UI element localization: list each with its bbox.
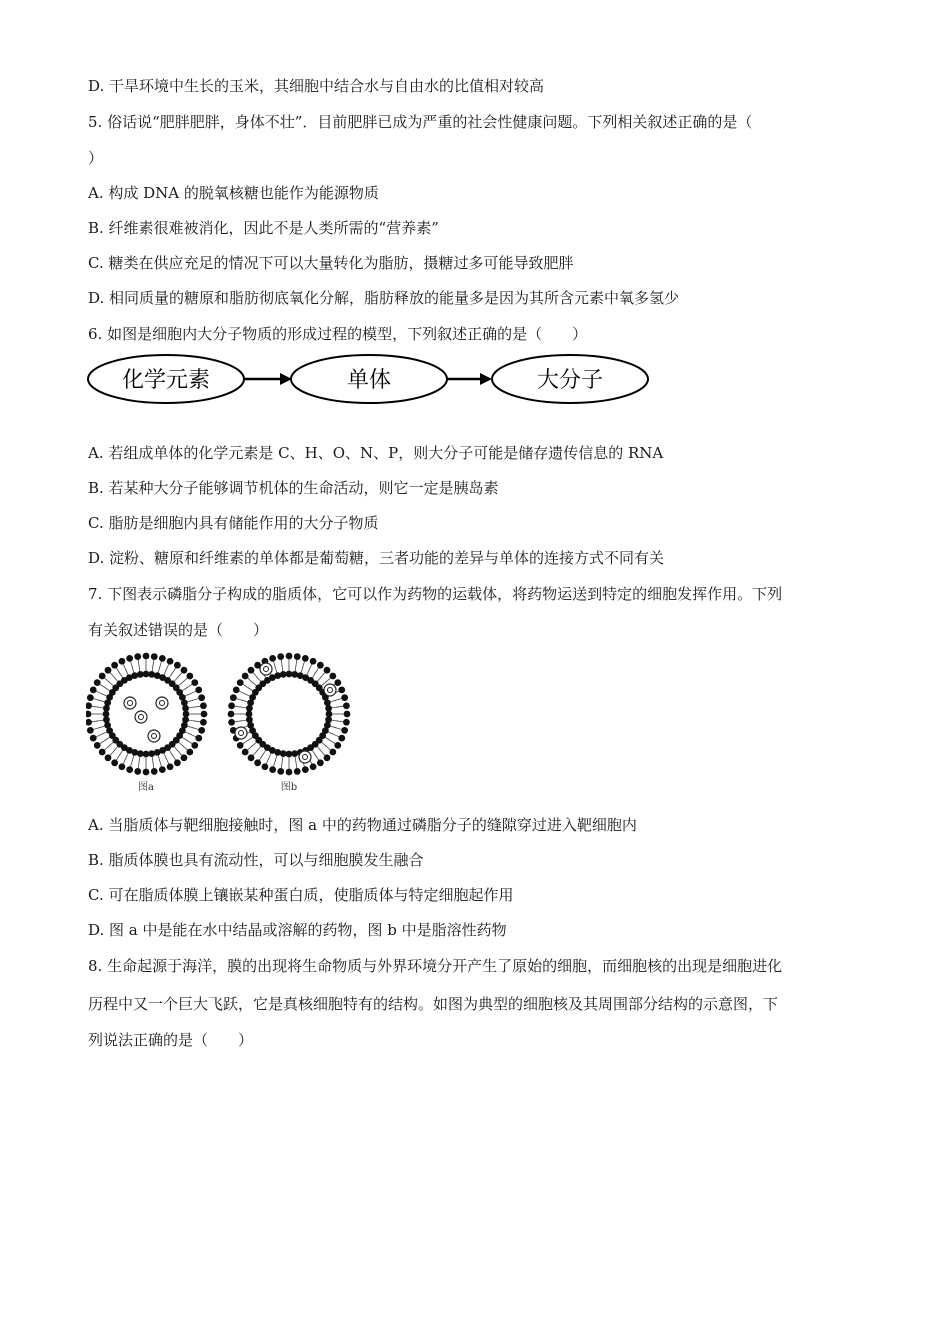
q5-option-d: D. 相同质量的糖原和脂肪彻底氧化分解，脂肪释放的能量多是因为其所含元素中氧多氢少 bbox=[88, 289, 680, 307]
liposome-figure bbox=[86, 650, 356, 796]
flow-node-monomer: 单体 bbox=[346, 368, 392, 393]
q7-option-c: C. 可在脂质体膜上镶嵌某种蛋白质，使脂质体与特定细胞起作用 bbox=[88, 886, 514, 904]
liposome-b bbox=[228, 653, 351, 776]
q4-option-d: D. 干旱环境中生长的玉米，其细胞中结合水与自由水的比值相对较高 bbox=[88, 77, 545, 95]
q7-option-a: A. 当脂质体与靶细胞接触时，图 a 中的药物通过磷脂分子的缝隙穿过进入靶细胞内 bbox=[88, 816, 637, 834]
q6-option-b: B. 若某种大分子能够调节机体的生命活动，则它一定是胰岛素 bbox=[88, 479, 499, 497]
q8-stem-end: 列说法正确的是（ ） bbox=[88, 1031, 254, 1049]
q6-option-d: D. 淀粉、糖原和纤维素的单体都是葡萄糖，三者功能的差异与单体的连接方式不同有关 bbox=[88, 549, 665, 567]
flow-node-macromolecule: 大分子 bbox=[536, 368, 604, 393]
drug-molecules-a bbox=[124, 697, 168, 742]
q5-option-a: A. 构成 DNA 的脱氧核糖也能作为能源物质 bbox=[88, 184, 379, 202]
q6-option-a: A. 若组成单体的化学元素是 C、H、O、N、P，则大分子可能是储存遗传信息的 RNA bbox=[88, 444, 664, 462]
q7-stem: 7. 下图表示磷脂分子构成的脂质体，它可以作为药物的运载体，将药物运送到特定的细胞发挥作用。下列 bbox=[88, 585, 783, 603]
q6-stem: 6. 如图是细胞内大分子物质的形成过程的模型，下列叙述正确的是（ ） bbox=[88, 325, 588, 343]
figure-b-label: 图b bbox=[280, 782, 298, 793]
q8-stem: 8. 生命起源于海洋，膜的出现将生命物质与外界环境分开产生了原始的细胞，而细胞核的出现是细胞进化 bbox=[88, 957, 783, 975]
q5-option-b: B. 纤维素很难被消化，因此不是人类所需的“营养素” bbox=[88, 219, 439, 237]
q7-option-d: D. 图 a 中是能在水中结晶或溶解的药物，图 b 中是脂溶性药物 bbox=[88, 921, 507, 939]
q5-stem: 5. 俗话说“肥胖肥胖，身体不壮”．目前肥胖已成为严重的社会性健康问题。下列相关叙述正确的是（ bbox=[88, 113, 753, 131]
q8-stem-cont: 历程中又一个巨大飞跃，它是真核细胞特有的结构。如图为典型的细胞核及其周围部分结构的示意图，下 bbox=[88, 995, 779, 1013]
q7-option-b: B. 脂质体膜也具有流动性，可以与细胞膜发生融合 bbox=[88, 851, 424, 869]
figure-a-label: 图a bbox=[138, 782, 154, 793]
q7-stem-cont: 有关叙述错误的是（ ） bbox=[88, 621, 269, 639]
flow-diagram bbox=[86, 352, 652, 406]
flow-arrow-head bbox=[480, 373, 492, 385]
flow-node-elements: 化学元素 bbox=[121, 368, 211, 393]
q6-option-c: C. 脂肪是细胞内具有储能作用的大分子物质 bbox=[88, 514, 379, 532]
q5-stem-end: ） bbox=[88, 149, 104, 167]
q5-option-c: C. 糖类在供应充足的情况下可以大量转化为脂肪，摄糖过多可能导致肥胖 bbox=[88, 254, 574, 272]
